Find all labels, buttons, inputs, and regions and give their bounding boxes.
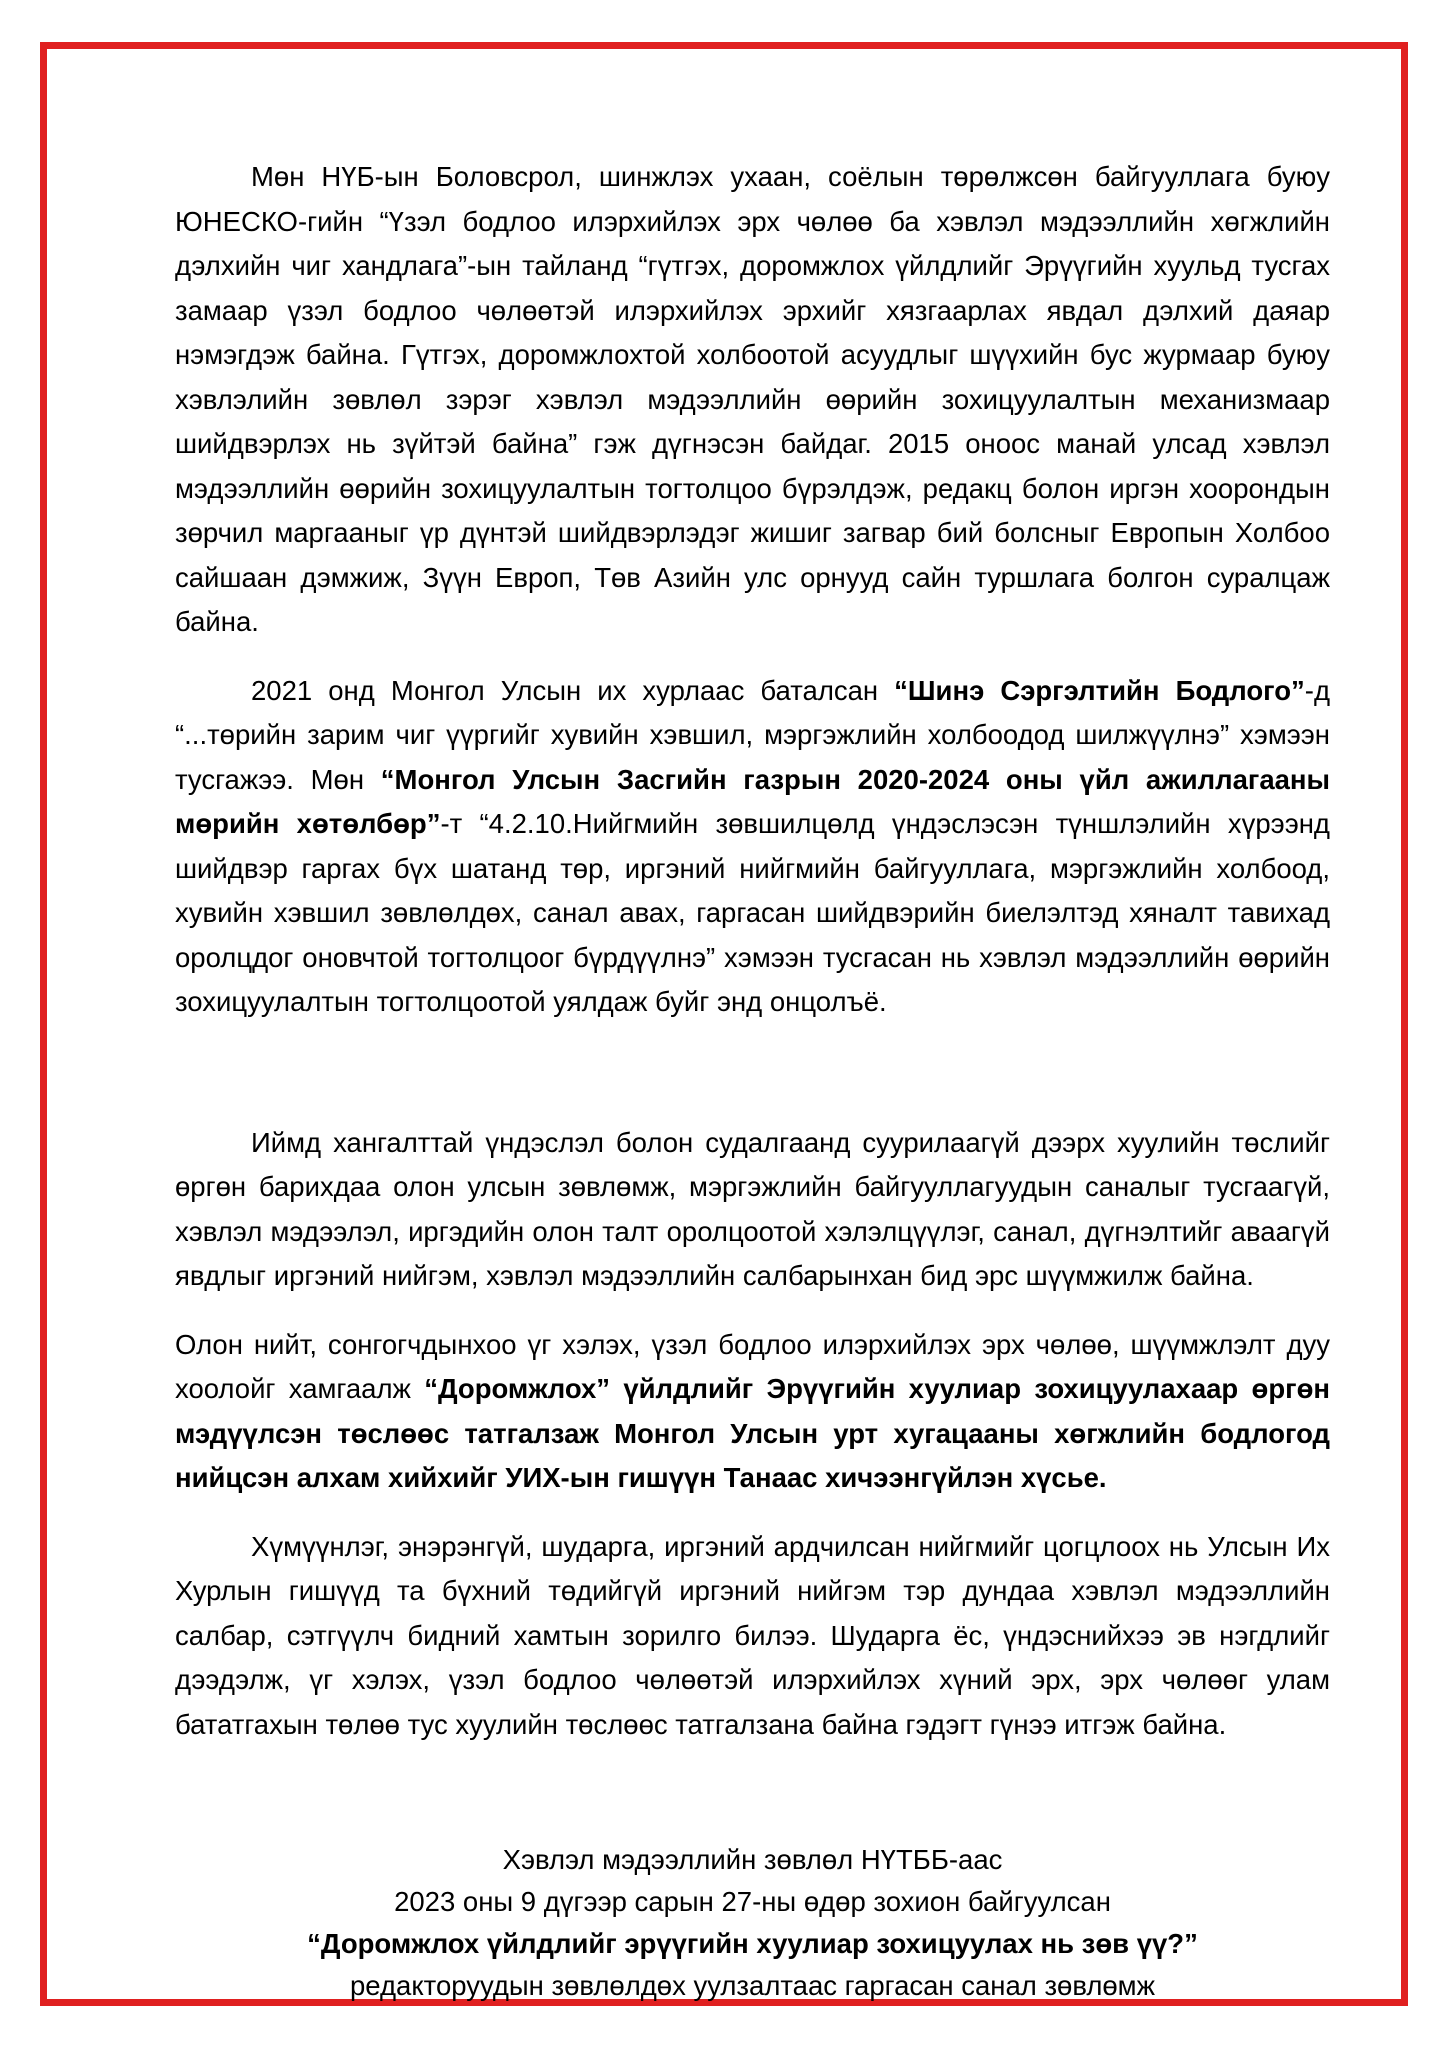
paragraph-2021-policy xyxy=(175,669,1330,1025)
paragraph-unesco xyxy=(175,155,1330,645)
emphasis-withdrawal-request: “Доромжлох” үйлдлийг Эрүүгийн хуулиар зохицуулахаар өргөн мэдүүлсэн төслөөс татгалзаж Монгол Улсын урт хугацааны хөгжлийн бодлогод нийцсэн алхам хийхийг УИХ-ын гишүүн Танаас хичээнгүйлэн хүсье. xyxy=(175,1373,1330,1493)
emphasis-shine-sergeltiin-bodlogo: “Шинэ Сэргэлтийн Бодлого” xyxy=(894,674,1305,706)
paragraph-criticism-text: Иймд хангалттай үндэслэл болон судалгаанд суурилаагүй дээрх хуулийн төслийг өргөн барихдаа олон улсын зөвлөмж, мэргэжлийн байгууллагуудын саналыг тусгаагүй, хэвлэл мэдээлэл, иргэдийн олон талт оролцоотой хэлэлцүүлэг, санал, дүгнэлтийг аваагүй явдлыг иргэний нийгэм, хэвлэл мэдээллийн салбарынхан бид эрс шүүмжилж байна. xyxy=(175,1126,1330,1291)
footer-event-title: “Доромжлох үйлдлийг эрүүгийн хуулиар зохицуулах нь зөв үү?” xyxy=(307,1928,1198,1959)
document-body xyxy=(175,155,1330,2007)
emphasis-government-action-program: “Монгол Улсын Засгийн газрын 2020-2024 оны үйл ажиллагааны мөрийн хөтөлбөр” xyxy=(175,763,1330,839)
paragraph-unesco-text: Мөн НҮБ-ын Боловсрол, шинжлэх ухаан, соёлын төрөлжсөн байгууллага буюу ЮНЕСКО-гийн “Үзэл бодлоо илэрхийлэх эрх чөлөө ба хэвлэл мэдээллийн хөгжлийн дэлхийн чиг хандлага”-ын тайланд “гүтгэх, доромжлох үйлдлийг Эрүүгийн хуульд тусгах замаар үзэл бодлоо чөлөөтэй илэрхийлэх эрхийг хязгаарлах явдал дэлхий даяар нэмэгдэж байна. Гүтгэх, доромжлохтой холбоотой асуудлыг шүүхийн бус журмаар буюу хэвлэлийн зөвлөл зэрэг хэвлэл мэдээллийн өөрийн зохицуулалтын механизмаар шийдвэрлэх нь зүйтэй байна” гэж дүгнэсэн байдаг. 2015 оноос манай улсад хэвлэл мэдээллийн өөрийн зохицуулалтын тогтолцоо бүрэлдэж, редакц болон иргэн хоорондын зөрчил маргааныг үр дүнтэй шийдвэрлэдэг жишиг загвар бий болсныг Европын Холбоо сайшаан дэмжиж, Зүүн Европ, Төв Азийн улс орнууд сайн туршлага болгон суралцаж байна. xyxy=(175,161,1330,637)
paragraph-criticism xyxy=(175,1121,1330,1299)
run-text: -т “4.2.10.Нийгмийн зөвшилцөлд үндэслэсэн түншлэлийн хүрээнд шийдвэр гаргах бүх шатанд төр, иргэний нийгмийн байгууллага, мэргэжлийн холбоод, хувийн хэвшил зөвлөлдөх, санал авах, гаргасан шийдвэрийн биелэлтэд хяналт тавихад оролцдог оновчтой тогтолцоог бүрдүүлнэ” хэмээн тусгасан нь хэвлэл мэдээллийн өөрийн зохицуулалтын тогтолцоотой уялдаж буйг энд онцолъё. xyxy=(175,808,1330,1017)
paragraph-public-appeal xyxy=(175,1323,1330,1501)
footer-event-date: 2023 оны 9 дүгээр сарын 27-ны өдөр зохион байгуулсан xyxy=(394,1886,1111,1917)
run-text: -д “...төрийн зарим чиг үүргийг хувийн хэвшил, мэргэжлийн холбоодод шилжүүлнэ” хэмээн тусгажээ. Мөн xyxy=(175,674,1330,795)
paragraph-closing xyxy=(175,1525,1330,1748)
paragraph-closing-text: Хүмүүнлэг, энэрэнгүй, шударга, иргэний ардчилсан нийгмийг цогцлоох нь Улсын Их Хурлын гишүүд та бүхний төдийгүй иргэний нийгэм тэр дундаа хэвлэл мэдээллийн салбар, сэтгүүлч бидний хамтын зорилго билээ. Шударга ёс, үндэснийхээ эв нэгдлийг дээдэлж, үг хэлэх, үзэл бодлоо чөлөөтэй илэрхийлэх хүний эрх, эрх чөлөөг улам бататгахын төлөө тус хуулийн төслөөс татгалзана байна гэдэгт гүнээ итгэж байна. xyxy=(175,1530,1330,1740)
signature-block xyxy=(175,1839,1330,2007)
footer-organization: Хэвлэл мэдээллийн зөвлөл НҮТББ-аас xyxy=(502,1844,1003,1875)
footer-event-source: редакторуудын зөвлөлдөх уулзалтаас гаргасан санал зөвлөмж xyxy=(350,1970,1155,2001)
run-text: 2021 онд Монгол Улсын их хурлаас баталсан xyxy=(251,674,895,706)
run-text: Олон нийт, сонгогчдынхоо үг хэлэх, үзэл бодлоо илэрхийлэх эрх чөлөө, шүүмжлэлт дуу хоолойг хамгаалж xyxy=(175,1328,1330,1404)
